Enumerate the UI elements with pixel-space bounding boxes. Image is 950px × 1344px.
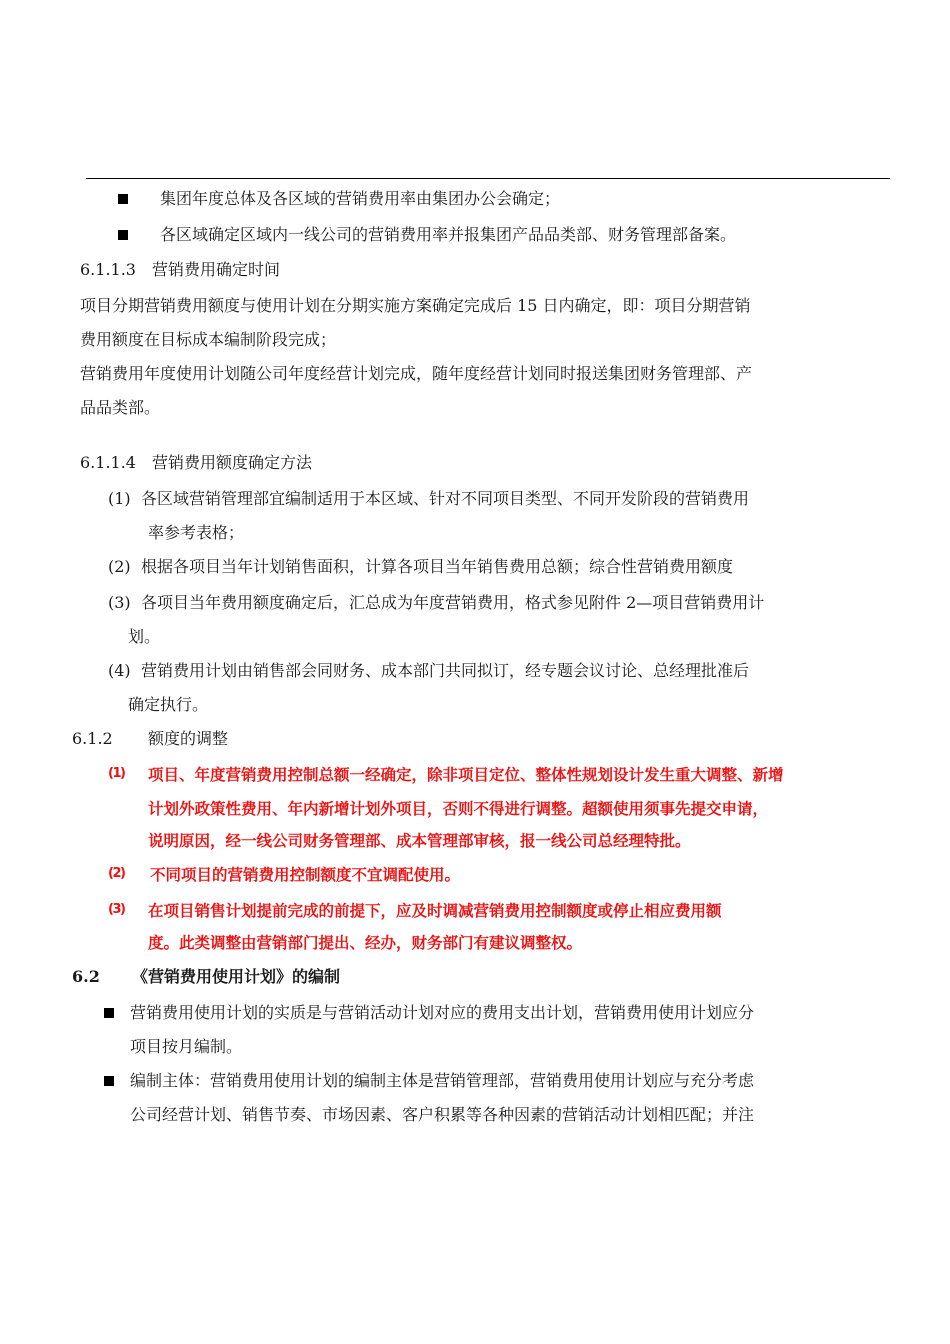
list-number: (4) [108,661,131,680]
red-list-number: (1) [108,766,125,781]
bullet-square-icon [118,194,128,204]
list-item-line: 根据各项目当年计划销售面积，计算各项目当年销售费用总额；综合性营销费用额度 [141,557,734,576]
bullet-text: 编制主体：营销费用使用计划的编制主体是营销管理部，营销费用使用计划应与充分考虑 [130,1071,755,1090]
section-number: 6.1.1.3 [80,260,136,279]
list-item-line: 各项目当年费用额度确定后，汇总成为年度营销费用，格式参见附件 2—项目营销费用计 [141,593,765,612]
section-number: 6.1.1.4 [80,453,136,472]
bullet-text: 公司经营计划、销售节奏、市场因素、客户积累等各种因素的营销活动计划相匹配；并注 [130,1105,755,1124]
paragraph-line: 项目分期营销费用额度与使用计划在分期实施方案确定完成后 15 日内确定，即：项目分期营销 [80,296,751,315]
paragraph-line: 费用额度在目标成本编制阶段完成； [80,330,337,349]
section-title: 额度的调整 [148,729,229,748]
list-item-line: 率参考表格； [148,523,245,542]
bullet-text: 营销费用使用计划的实质是与营销活动计划对应的费用支出计划，营销费用使用计划应分 [130,1003,755,1022]
section-number: 6.2 [72,967,100,986]
red-list-number: (2) [108,866,125,881]
red-list-line: 项目、年度营销费用控制总额一经确定，除非项目定位、整体性规划设计发生重大调整、新增 [148,766,784,784]
list-item-line: 各区域营销管理部宜编制适用于本区域、针对不同项目类型、不同开发阶段的营销费用 [141,489,750,508]
bullet-square-icon [104,1008,114,1018]
section-title: 营销费用额度确定方法 [152,453,313,472]
list-number: (3) [108,593,131,612]
paragraph-line: 品品类部。 [80,398,161,417]
red-list-line: 度。此类调整由营销部门提出、经办，财务部门有建议调整权。 [148,934,583,952]
red-list-number: (3) [108,902,125,917]
bullet-square-icon [118,230,128,240]
section-number: 6.1.2 [72,729,113,748]
red-list-line: 计划外政策性费用、年内新增计划外项目，否则不得进行调整。超额使用须事先提交申请， [148,800,769,818]
red-list-line: 不同项目的营销费用控制额度不宜调配使用。 [150,866,461,884]
bullet-square-icon [104,1076,114,1086]
header-rule [86,178,890,179]
list-number: (2) [108,557,131,576]
list-item-line: 营销费用计划由销售部会同财务、成本部门共同拟订，经专题会议讨论、总经理批准后 [141,661,750,680]
section-title: 营销费用确定时间 [152,260,281,279]
paragraph-line: 营销费用年度使用计划随公司年度经营计划完成，随年度经营计划同时报送集团财务管理部、产 [80,364,753,383]
list-number: (1) [108,489,131,508]
list-item-line: 确定执行。 [128,695,209,714]
bullet-text: 项目按月编制。 [130,1037,243,1056]
bullet-text: 集团年度总体及各区域的营销费用率由集团办公会确定； [160,189,561,208]
red-list-line: 说明原因，经一线公司财务管理部、成本管理部审核，报一线公司总经理特批。 [148,832,691,850]
red-list-line: 在项目销售计划提前完成的前提下，应及时调减营销费用控制额度或停止相应费用额 [148,902,722,920]
bullet-text: 各区域确定区域内一线公司的营销费用率并报集团产品品类部、财务管理部备案。 [160,225,737,244]
list-item-line: 划。 [128,627,161,646]
section-title: 《营销费用使用计划》的编制 [132,967,341,986]
